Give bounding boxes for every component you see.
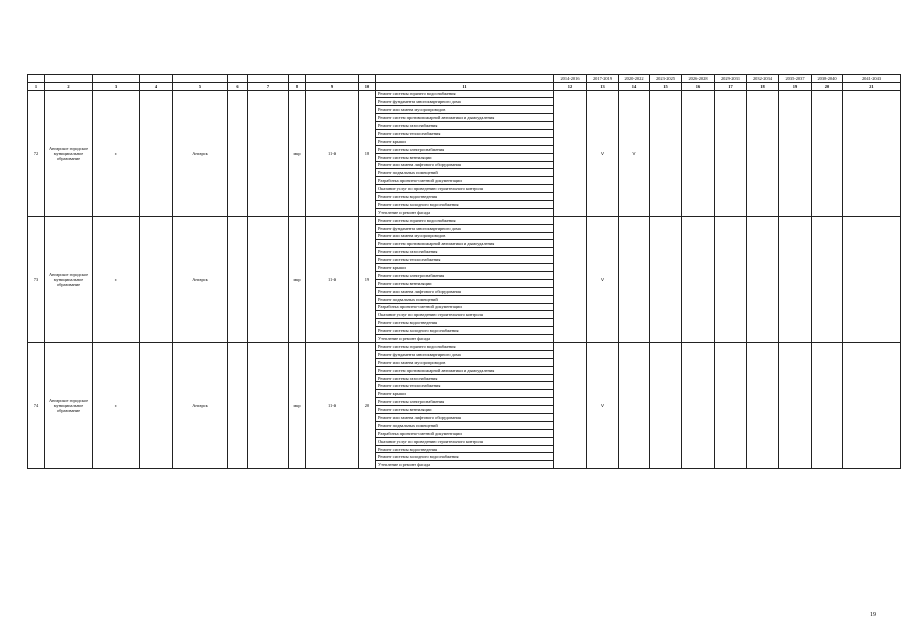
column-number-cell: 10 [359, 82, 376, 90]
header-empty-cell [45, 75, 93, 83]
period-header-cell: 2029-2031 [715, 75, 747, 83]
capital-repair-table [27, 74, 901, 469]
period-mark-cell [812, 90, 843, 216]
column-number-cell: 15 [650, 82, 682, 90]
work-type-cell: Ремонт или замена мусоропроводов [376, 358, 554, 366]
column-number-cell: 14 [619, 82, 650, 90]
column-number-cell: 1 [28, 82, 45, 90]
work-type-cell: Ремонт фундамента многоквартирного дома [376, 98, 554, 106]
header-empty-cell [28, 75, 45, 83]
period-mark-cell [650, 216, 682, 342]
work-type-cell: Оказание услуг по проведению строительного контроля [376, 311, 554, 319]
period-mark-cell [682, 343, 715, 469]
column-number-cell: 17 [715, 82, 747, 90]
work-type-cell: Разработка проектно-сметной документации [376, 429, 554, 437]
column-number-cell: 11 [376, 82, 554, 90]
table-row [28, 90, 901, 98]
work-type-cell: Ремонт системы вентиляции [376, 406, 554, 414]
period-mark-cell [812, 216, 843, 342]
settlement-cell: Ангарск [173, 343, 228, 469]
column-number-cell: 3 [93, 82, 140, 90]
work-type-cell: Ремонт фундамента многоквартирного дома [376, 224, 554, 232]
period-header-row [28, 75, 901, 83]
house-number-cell: 18 [359, 90, 376, 216]
work-type-cell: Ремонт системы газоснабжения [376, 248, 554, 256]
header-empty-cell [140, 75, 173, 83]
work-type-cell: Разработка проектно-сметной документации [376, 303, 554, 311]
period-header-cell: 2041-2043 [843, 75, 901, 83]
blank-cell [248, 216, 289, 342]
column-number-cell: 19 [779, 82, 812, 90]
work-type-cell: Оказание услуг по проведению строительного контроля [376, 185, 554, 193]
period-mark-cell: V [619, 90, 650, 216]
street-cell: 11-й [306, 343, 359, 469]
work-type-cell: Разработка проектно-сметной документации [376, 177, 554, 185]
row-number-cell: 73 [28, 216, 45, 342]
period-header-cell: 2038-2040 [812, 75, 843, 83]
work-type-cell: Ремонт системы водоотведения [376, 193, 554, 201]
period-mark-cell [554, 90, 587, 216]
period-mark-cell [747, 90, 779, 216]
work-type-cell: Ремонт систем противопожарной автоматики и дымоудаления [376, 240, 554, 248]
work-type-cell: Ремонт крыши [376, 390, 554, 398]
work-type-cell: Ремонт системы водоотведения [376, 319, 554, 327]
work-type-cell: Ремонт крыши [376, 264, 554, 272]
column-number-cell: 9 [306, 82, 359, 90]
municipality-cell: Ангарское городское муниципальное образование [45, 90, 93, 216]
period-mark-cell: V [587, 90, 619, 216]
work-type-cell: Ремонт или замена мусоропроводов [376, 106, 554, 114]
street-cell: 11-й [306, 90, 359, 216]
street-type-cell: мкр [289, 90, 306, 216]
period-mark-cell [843, 90, 901, 216]
work-type-cell: Ремонт или замена лифтового оборудования [376, 161, 554, 169]
work-type-cell: Ремонт системы горячего водоснабжения [376, 343, 554, 351]
settlement-cell: Ангарск [173, 216, 228, 342]
period-mark-cell [650, 343, 682, 469]
period-mark-cell [747, 343, 779, 469]
blank-cell [228, 343, 248, 469]
street-cell: 11-й [306, 216, 359, 342]
period-mark-cell [682, 216, 715, 342]
period-mark-cell [715, 90, 747, 216]
work-type-cell: Ремонт или замена мусоропроводов [376, 232, 554, 240]
period-mark-cell [715, 343, 747, 469]
work-type-cell: Ремонт системы вентиляции [376, 279, 554, 287]
column-number-cell: 13 [587, 82, 619, 90]
work-type-cell: Ремонт системы электроснабжения [376, 271, 554, 279]
column-number-cell: 8 [289, 82, 306, 90]
period-mark-cell [779, 216, 812, 342]
period-mark-cell [843, 216, 901, 342]
work-type-cell: Ремонт системы холодного водоснабжения [376, 200, 554, 208]
period-mark-cell [682, 90, 715, 216]
work-type-cell: Утепление и ремонт фасада [376, 335, 554, 343]
row-number-cell: 72 [28, 90, 45, 216]
header-empty-cell [93, 75, 140, 83]
work-type-cell: Ремонт или замена лифтового оборудования [376, 287, 554, 295]
work-type-cell: Ремонт системы теплоснабжения [376, 382, 554, 390]
work-type-cell: Ремонт системы холодного водоснабжения [376, 327, 554, 335]
work-type-cell: Ремонт систем противопожарной автоматики и дымоудаления [376, 366, 554, 374]
work-type-cell: Ремонт системы электроснабжения [376, 398, 554, 406]
period-mark-cell [554, 343, 587, 469]
work-type-cell: Ремонт системы горячего водоснабжения [376, 90, 554, 98]
settlement-type-cell: г. [93, 216, 140, 342]
settlement-cell: Ангарск [173, 90, 228, 216]
table-row [28, 343, 901, 351]
header-empty-cell [173, 75, 228, 83]
header-empty-cell [228, 75, 248, 83]
period-mark-cell [650, 90, 682, 216]
house-number-cell: 20 [359, 343, 376, 469]
street-type-cell: мкр [289, 343, 306, 469]
period-header-cell: 2020-2022 [619, 75, 650, 83]
house-number-cell: 19 [359, 216, 376, 342]
blank-cell [248, 343, 289, 469]
period-mark-cell: V [587, 216, 619, 342]
column-number-cell: 20 [812, 82, 843, 90]
settlement-type-cell: г. [93, 343, 140, 469]
header-empty-cell [248, 75, 289, 83]
work-type-cell: Ремонт или замена лифтового оборудования [376, 414, 554, 422]
period-mark-cell: V [587, 343, 619, 469]
municipality-cell: Ангарское городское муниципальное образование [45, 216, 93, 342]
row-number-cell: 74 [28, 343, 45, 469]
period-mark-cell [715, 216, 747, 342]
period-header-cell: 2035-2037 [779, 75, 812, 83]
column-number-cell: 16 [682, 82, 715, 90]
period-mark-cell [747, 216, 779, 342]
header-empty-cell [359, 75, 376, 83]
work-type-cell: Ремонт системы газоснабжения [376, 374, 554, 382]
column-number-cell: 7 [248, 82, 289, 90]
period-mark-cell [619, 216, 650, 342]
column-number-cell: 2 [45, 82, 93, 90]
work-type-cell: Ремонт системы теплоснабжения [376, 256, 554, 264]
work-type-cell: Утепление и ремонт фасада [376, 208, 554, 216]
period-header-cell: 2023-2025 [650, 75, 682, 83]
work-type-cell: Ремонт фундамента многоквартирного дома [376, 350, 554, 358]
column-number-cell: 5 [173, 82, 228, 90]
header-empty-cell [376, 75, 554, 83]
work-type-cell: Ремонт системы газоснабжения [376, 122, 554, 130]
period-mark-cell [779, 343, 812, 469]
column-number-row [28, 82, 901, 90]
column-number-cell: 12 [554, 82, 587, 90]
work-type-cell: Ремонт системы теплоснабжения [376, 129, 554, 137]
work-type-cell: Ремонт подвальных помещений [376, 421, 554, 429]
page-number: 19 [870, 612, 876, 618]
work-type-cell: Ремонт системы горячего водоснабжения [376, 216, 554, 224]
period-mark-cell [779, 90, 812, 216]
municipality-cell: Ангарское городское муниципальное образование [45, 343, 93, 469]
column-number-cell: 6 [228, 82, 248, 90]
column-number-cell: 21 [843, 82, 901, 90]
period-mark-cell [843, 343, 901, 469]
blank-cell [140, 343, 173, 469]
period-header-cell: 2014-2016 [554, 75, 587, 83]
column-number-cell: 4 [140, 82, 173, 90]
street-type-cell: мкр [289, 216, 306, 342]
blank-cell [140, 90, 173, 216]
blank-cell [140, 216, 173, 342]
period-mark-cell [812, 343, 843, 469]
work-type-cell: Утепление и ремонт фасада [376, 461, 554, 469]
capital-repair-table-sheet [27, 74, 880, 469]
header-empty-cell [289, 75, 306, 83]
period-header-cell: 2017-2019 [587, 75, 619, 83]
header-empty-cell [306, 75, 359, 83]
settlement-type-cell: г. [93, 90, 140, 216]
blank-cell [248, 90, 289, 216]
work-type-cell: Ремонт систем противопожарной автоматики и дымоудаления [376, 114, 554, 122]
period-header-cell: 2032-2034 [747, 75, 779, 83]
period-mark-cell [554, 216, 587, 342]
work-type-cell: Ремонт системы вентиляции [376, 153, 554, 161]
period-header-cell: 2026-2028 [682, 75, 715, 83]
work-type-cell: Ремонт подвальных помещений [376, 295, 554, 303]
work-type-cell: Ремонт крыши [376, 137, 554, 145]
work-type-cell: Ремонт системы электроснабжения [376, 145, 554, 153]
table-row [28, 216, 901, 224]
work-type-cell: Ремонт системы водоотведения [376, 445, 554, 453]
blank-cell [228, 90, 248, 216]
blank-cell [228, 216, 248, 342]
period-mark-cell [619, 343, 650, 469]
column-number-cell: 18 [747, 82, 779, 90]
work-type-cell: Ремонт подвальных помещений [376, 169, 554, 177]
work-type-cell: Ремонт системы холодного водоснабжения [376, 453, 554, 461]
work-type-cell: Оказание услуг по проведению строительного контроля [376, 437, 554, 445]
